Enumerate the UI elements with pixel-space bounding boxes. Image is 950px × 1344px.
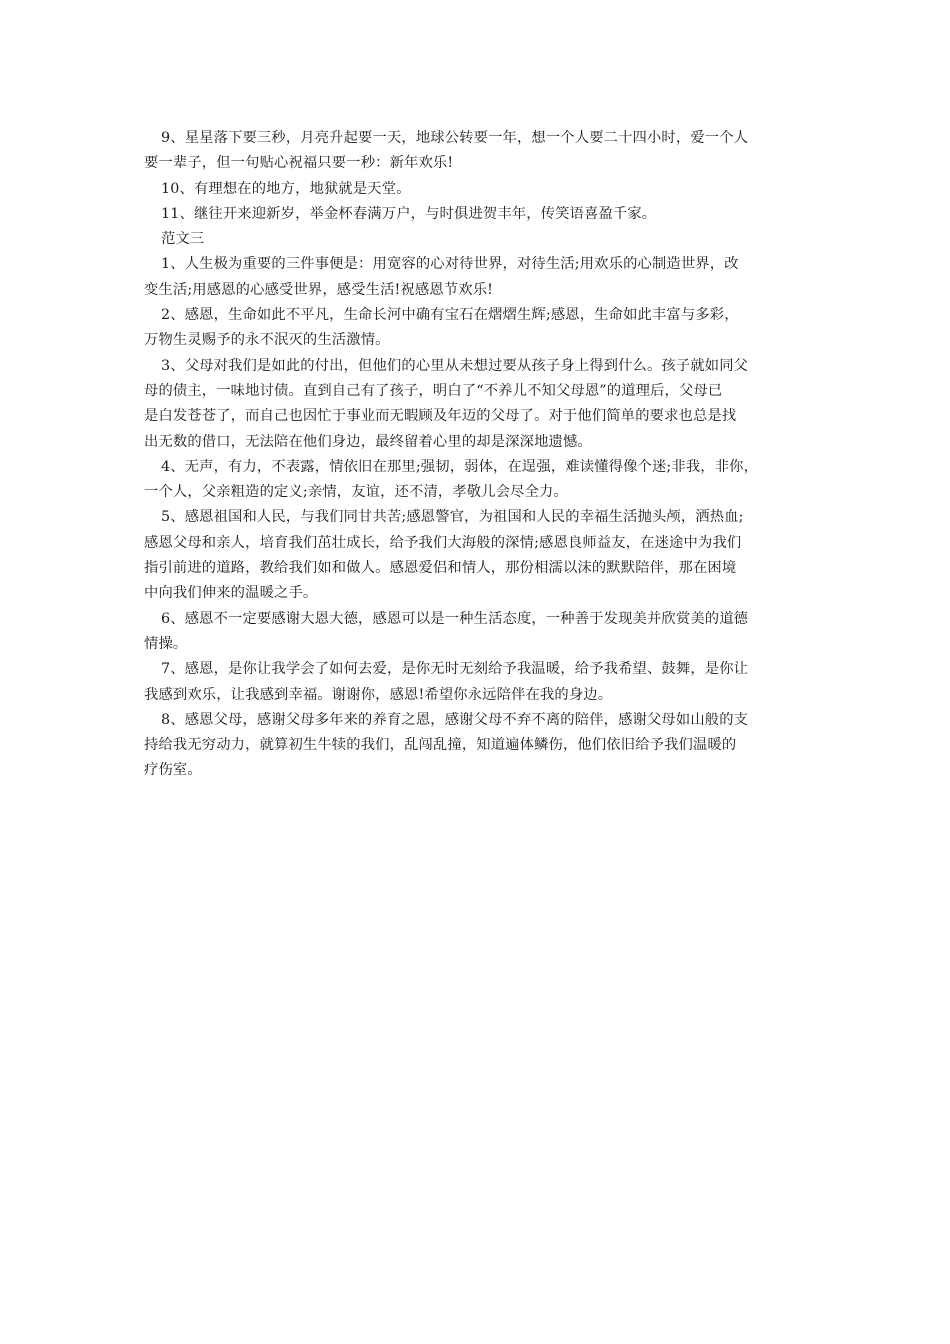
text-line: 5、感恩祖国和人民，与我们同甘共苦;感恩警官，为祖国和人民的幸福生活抛头颅，洒热血; [161, 509, 744, 526]
text-line: 疗伤室。 [144, 762, 202, 779]
text-line: 出无数的借口，无法陪在他们身边，最终留着心里的却是深深地遗憾。 [144, 433, 592, 450]
text-line: 变生活;用感恩的心感受世界，感受生活!祝感恩节欢乐! [144, 281, 494, 298]
text-line: 8、感恩父母，感谢父母多年来的养育之恩，感谢父母不弃不离的陪伴，感谢父母如山般的支 [161, 711, 749, 728]
text-line: 中向我们伸来的温暖之手。 [144, 585, 318, 602]
text-line: 母的债主，一味地讨债。直到自己有了孩子，明白了“不养儿不知父母恩”的道理后，父母已 [144, 382, 723, 399]
text-line: 要一辈子，但一句贴心祝福只要一秒：新年欢乐! [144, 155, 454, 172]
text-line: 1、人生极为重要的三件事便是：用宽容的心对待世界，对待生活;用欢乐的心制造世界，改 [161, 256, 739, 273]
text-line: 4、无声，有力，不表露，情依旧在那里;强韧，弱体，在逞强，难读懂得像个迷;非我，非你， [161, 458, 759, 475]
text-line: 指引前进的道路，教给我们如和做人。感恩爱侣和情人，那份相濡以沫的默默陪伴，那在困境 [144, 560, 737, 577]
text-line: 是白发苍苍了，而自己也因忙于事业而无暇顾及年迈的父母了。对于他们简单的要求也总是找 [144, 408, 737, 425]
text-line: 2、感恩，生命如此不平凡，生命长河中确有宝石在熠熠生辉;感恩，生命如此丰富与多彩， [161, 307, 739, 324]
text-line: 万物生灵赐予的永不泯灭的生活激情。 [144, 332, 390, 349]
text-line: 9、星星落下要三秒，月亮升起要一天，地球公转要一年，想一个人要二十四小时，爱一个人 [161, 130, 749, 146]
text-line: 情操。 [144, 635, 188, 652]
text-line: 感恩父母和亲人，培育我们茁壮成长，给予我们大海般的深情;感恩良师益友，在迷途中为我们 [144, 534, 742, 551]
text-line: 一个人，父亲粗造的定义;亲情，友谊，还不清，孝敬儿会尽全力。 [144, 484, 568, 501]
text-line: 3、父母对我们是如此的付出，但他们的心里从未想过要从孩子身上得到什么。孩子就如同父 [161, 357, 749, 374]
text-line: 持给我无穷动力，就算初生牛犊的我们，乱闯乱撞，知道遍体鳞伤，他们依旧给予我们温暖的 [144, 737, 737, 754]
text-line: 7、感恩，是你让我学会了如何去爱，是你无时无刻给予我温暖，给予我希望、鼓舞，是你让 [161, 661, 749, 678]
text-line: 我感到欢乐，让我感到幸福。谢谢你，感恩!希望你永远陪伴在我的身边。 [144, 686, 613, 703]
section-heading: 范文三 [161, 231, 205, 248]
text-line: 10、有理想在的地方，地狱就是天堂。 [161, 180, 411, 197]
text-line: 6、感恩不一定要感谢大恩大德，感恩可以是一种生活态度，一种善于发现美并欣赏美的道德 [161, 610, 749, 627]
document-body [144, 126, 814, 784]
text-line: 11、继往开来迎新岁，举金杯春满万户，与时俱进贺丰年，传笑语喜盈千家。 [161, 205, 657, 222]
